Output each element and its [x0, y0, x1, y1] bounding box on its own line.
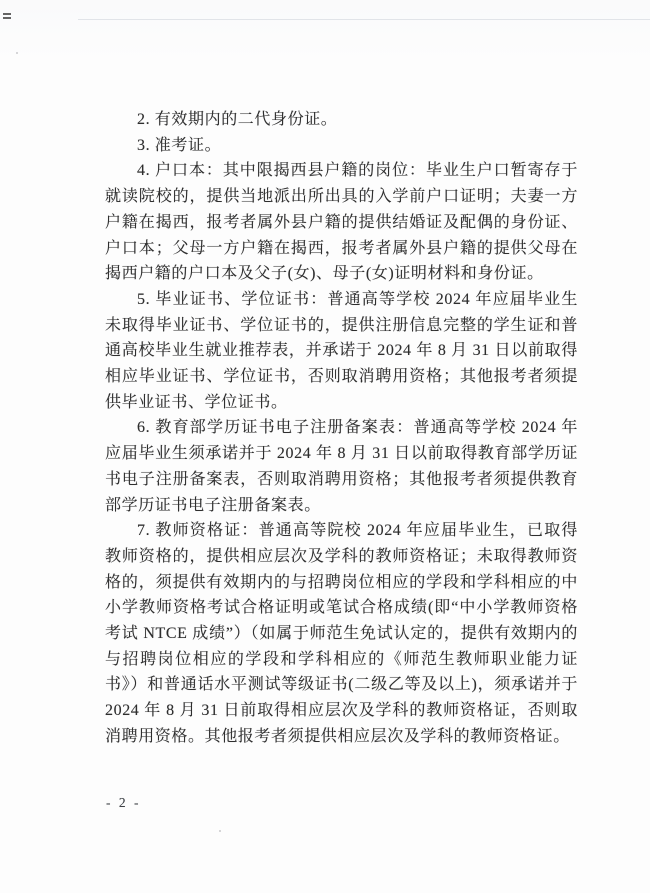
scan-artifact-line — [78, 19, 650, 20]
paragraph-item-5-diploma: 5. 毕业证书、学位证书：普通高等学校 2024 年应届毕业生未取得毕业证书、学位证书的，提供注册信息完整的学生证和普通高校毕业生就业推荐表，并承诺于 2024 年 8 月 31 日以前取得相应毕业证书、学位证书，否则取消聘用资格；其他报考者须提供毕业证书、学位证书。 — [105, 290, 578, 411]
document-body — [105, 107, 578, 750]
paragraph-item-2: 2. 有效期内的二代身份证。 — [137, 111, 338, 128]
paragraph-item-7-teacher-cert: 7. 教师资格证：普通高等院校 2024 年应届毕业生，已取得教师资格的，提供相应层次及学科的教师资格证；未取得教师资格的，须提供有效期内的与招聘岗位相应的学段和学科相应的中小学教师资格考试合格证明或笔试合格成绩(即“中小学教师资格考试 NTCE 成绩”）（如属于师范生免试认定的，提供有效期内的与招聘岗位相应的学段和学科相应的《师范生教师职业能力证书》）和普通话水平测试等级证书(二级乙等及以上)，须承诺并于 2024 年 8 月 31 日前取得相应层次及学科的教师资格证，否则取消聘用资格。其他报考者须提供相应层次及学科的教师资格证。 — [105, 522, 578, 745]
page-number: - 2 - — [106, 795, 141, 810]
paragraph-item-6-moe-record: 6. 教育部学历证书电子注册备案表：普通高等学校 2024 年应届毕业生须承诺并于 2024 年 8 月 31 日以前取得教育部学历证书电子注册备案表，否则取消聘用资格；其他报考者须提供教育部学历证书电子注册备案表。 — [105, 419, 578, 514]
scan-artifact-corner — [3, 13, 11, 21]
scan-speck — [219, 830, 221, 832]
paragraph-item-4-hukou: 4. 户口本：其中限揭西县户籍的岗位：毕业生户口暂寄存于就读院校的，提供当地派出所出具的入学前户口证明；夫妻一方户籍在揭西，报考者属外县户籍的提供结婚证及配偶的身份证、户口本；父母一方户籍在揭西，报考者属外县户籍的提供父母在揭西户籍的户口本及父子(女)、母子(女)证明材料和身份证。 — [105, 162, 578, 283]
scan-speck — [16, 52, 18, 54]
paragraph-item-3: 3. 准考证。 — [137, 136, 222, 154]
